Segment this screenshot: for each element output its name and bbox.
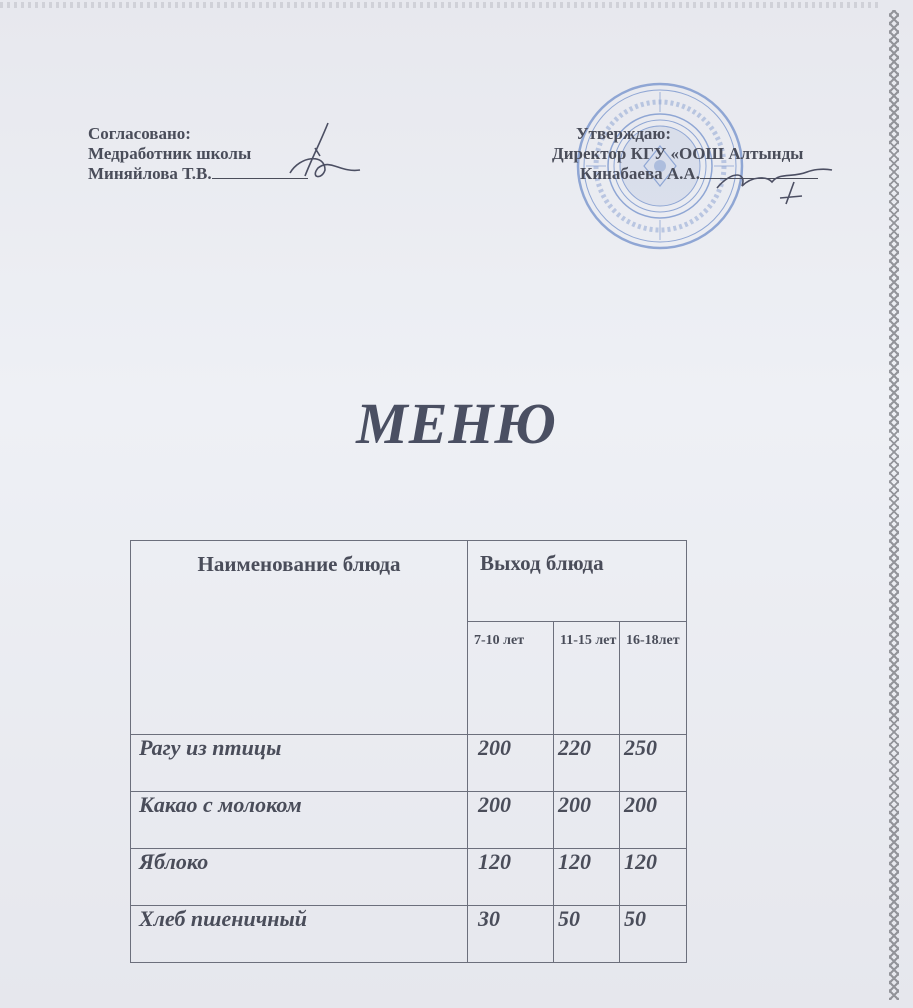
medic-name: Миняйлова Т.В. (88, 164, 212, 183)
portion-value: 200 (620, 792, 687, 849)
age-group-header: 7-10 лет (468, 622, 554, 735)
director-position: Директор КГУ «ООШ Алтынды (552, 144, 804, 163)
portion-value: 50 (554, 906, 620, 963)
table-row (131, 792, 687, 849)
decorative-border (889, 10, 899, 1000)
table-row (131, 735, 687, 792)
agreed-label: Согласовано: (88, 124, 191, 143)
portion-value: 30 (468, 906, 554, 963)
portion-value: 50 (620, 906, 687, 963)
portion-value: 120 (620, 849, 687, 906)
page-title: МЕНЮ (356, 391, 557, 456)
age-group-header: 11-15 лет (554, 622, 620, 735)
portion-value: 120 (554, 849, 620, 906)
dish-name-header: Наименование блюда (131, 541, 468, 735)
age-group-header: 16-18лет (620, 622, 687, 735)
dish-output-header: Выход блюда (468, 541, 687, 622)
table-row (131, 849, 687, 906)
top-edge (0, 2, 880, 8)
approved-label: Утверждаю: (576, 124, 672, 143)
portion-value: 120 (468, 849, 554, 906)
dish-name: Какао с молоком (131, 792, 468, 849)
table-row (131, 906, 687, 963)
director-signature (712, 160, 842, 210)
dish-name: Яблоко (131, 849, 468, 906)
dish-name: Хлеб пшеничный (131, 906, 468, 963)
portion-value: 200 (554, 792, 620, 849)
medic-position: Медработник школы (88, 144, 252, 163)
portion-value: 250 (620, 735, 687, 792)
portion-value: 200 (468, 792, 554, 849)
portion-value: 200 (468, 735, 554, 792)
portion-value: 220 (554, 735, 620, 792)
dish-name: Рагу из птицы (131, 735, 468, 792)
director-name: Кинабаева А.А. (580, 164, 700, 183)
medic-signature (270, 118, 380, 193)
menu-table (130, 540, 687, 963)
